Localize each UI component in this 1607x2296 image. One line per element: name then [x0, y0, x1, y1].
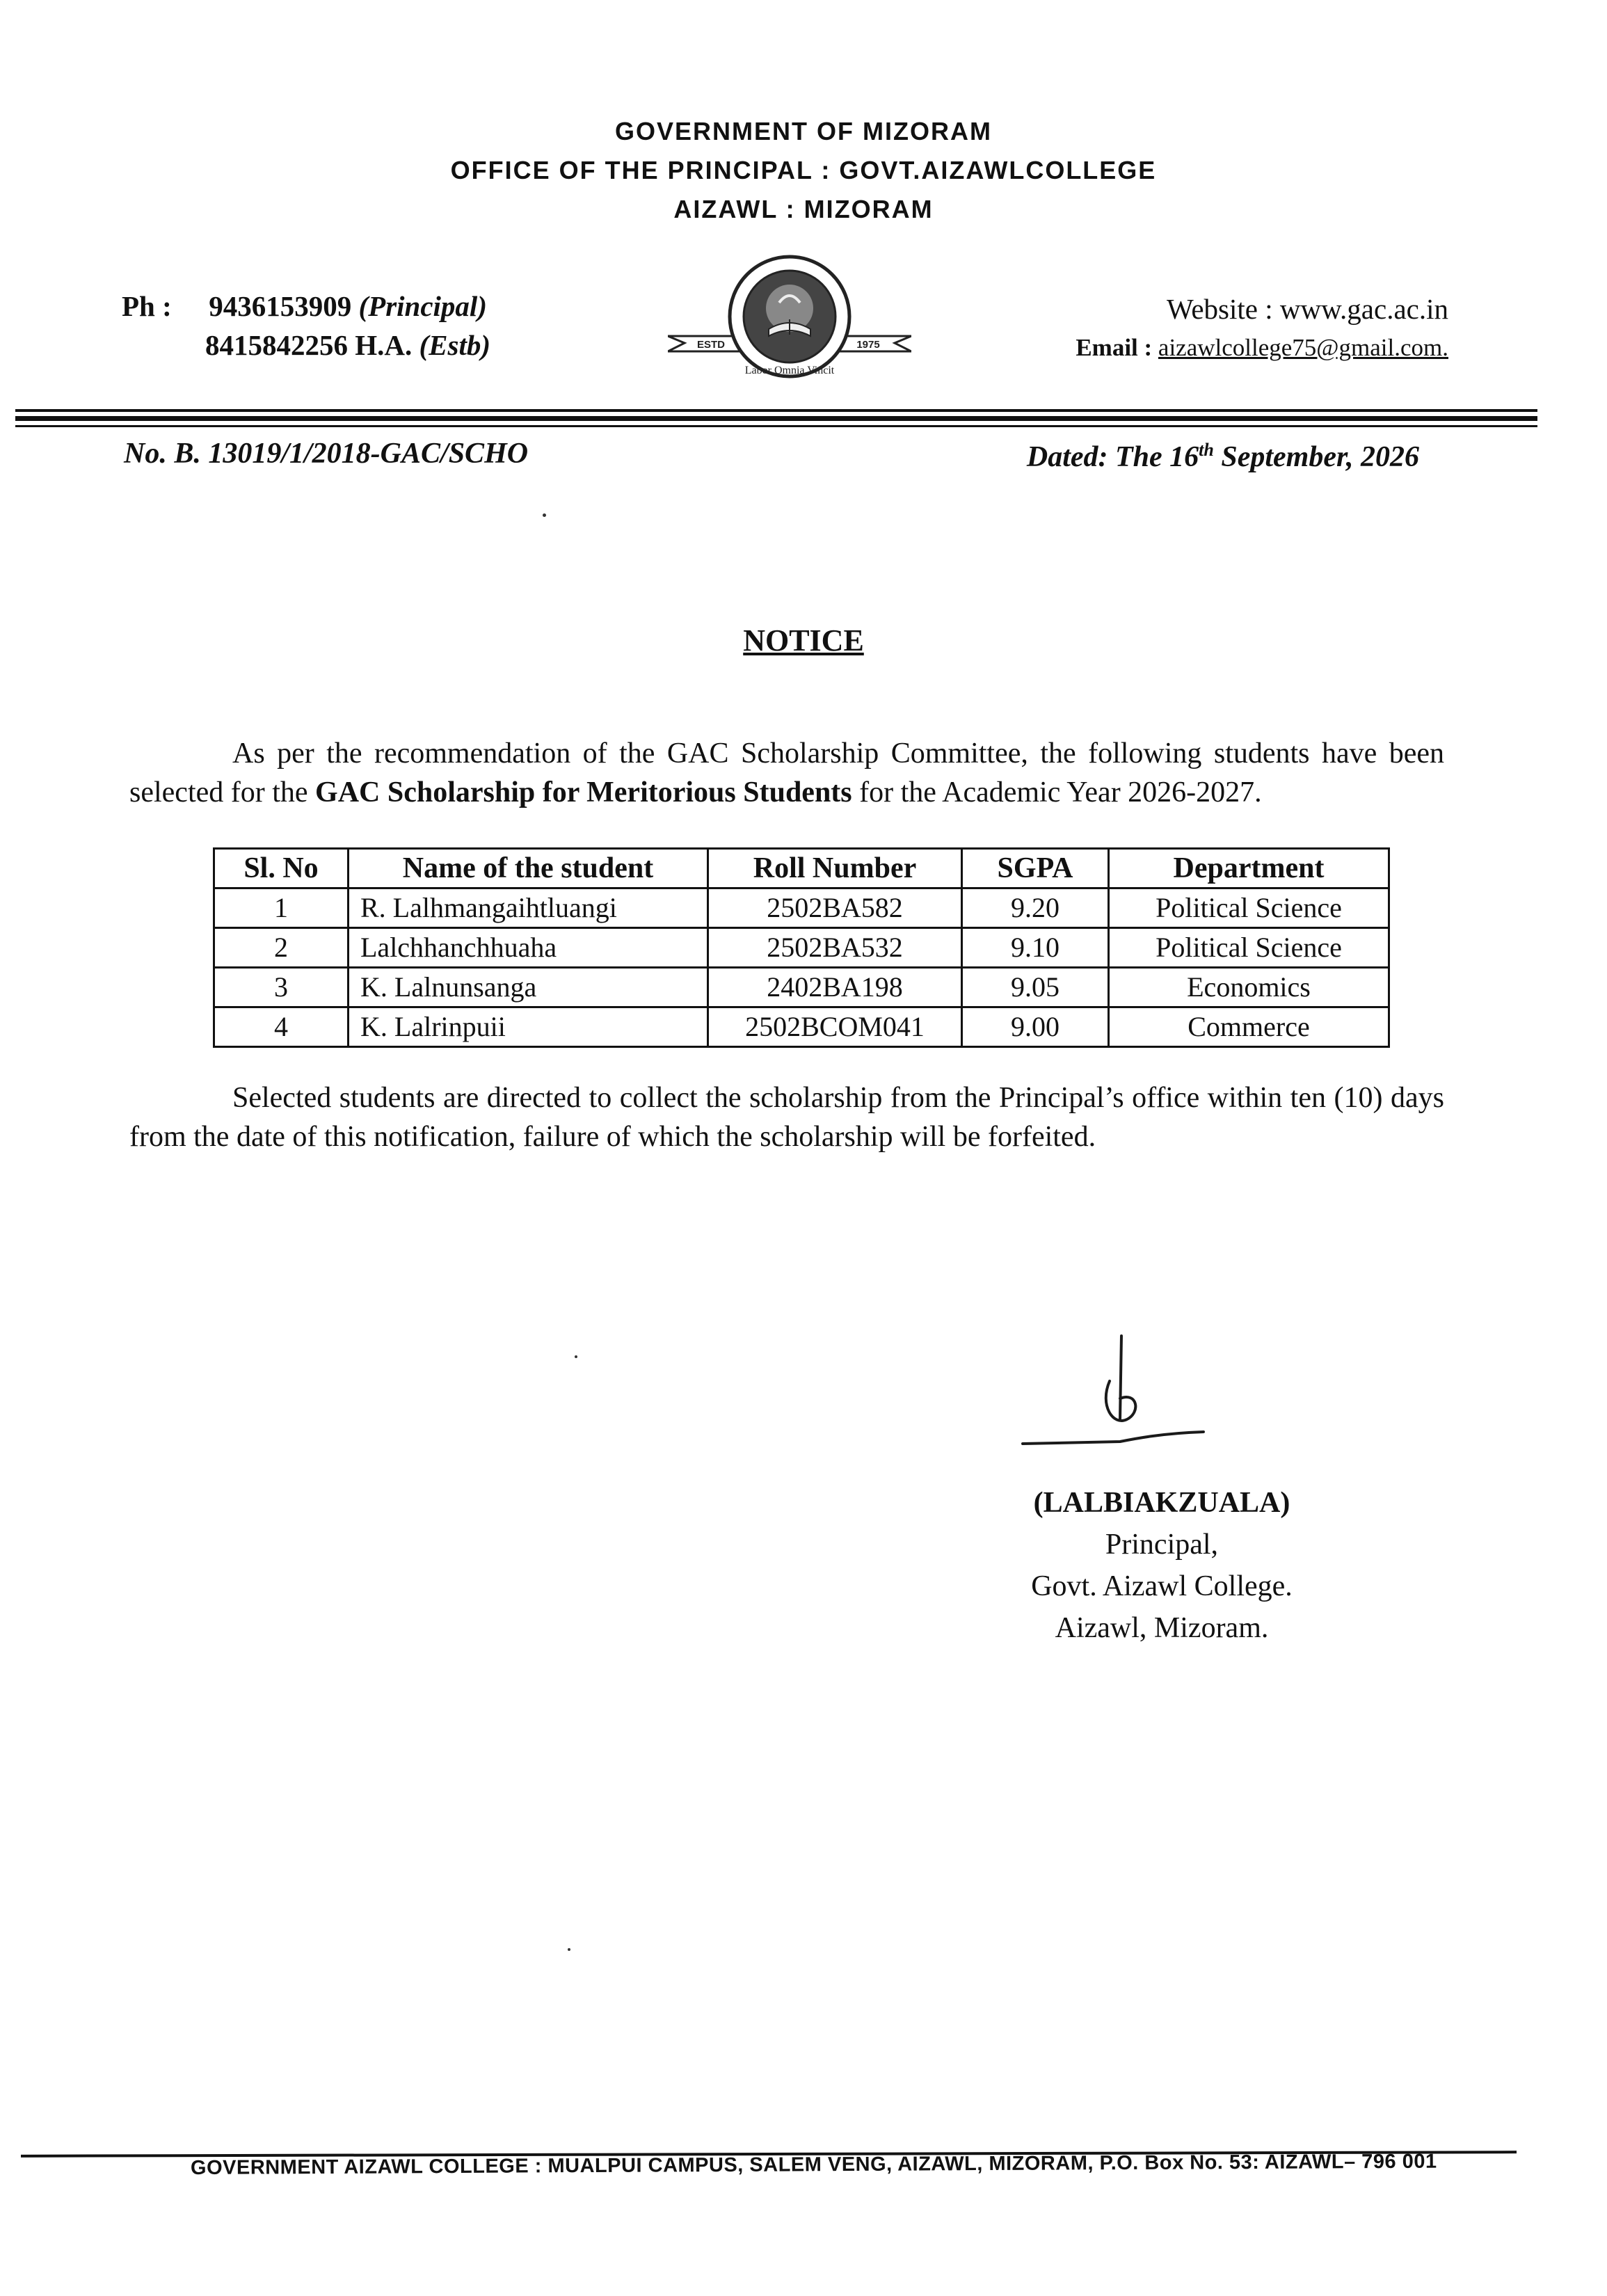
cell-slno: 3: [214, 968, 349, 1007]
signatory-name: (LALBIAKZUALA): [1033, 1487, 1290, 1519]
notice-paragraph-instructions: Selected students are directed to collect the scholarship from the Principal’s office within ten (10) days from the date of this notification, failure of which the scholarship will be forfeited.: [129, 1082, 1444, 1153]
cell-department: Political Science: [1109, 888, 1389, 928]
phone-principal-role: (Principal): [358, 290, 487, 322]
cell-name: R. Lalhmangaihtluangi: [349, 888, 708, 928]
phone-label: Ph :: [122, 290, 172, 322]
reference-number: No. B. 13019/1/2018-GAC/SCHO: [124, 438, 529, 470]
table-header-row: [214, 849, 1389, 888]
table-row: [214, 928, 1389, 968]
scan-speck: [568, 1948, 570, 1951]
header-location: AIZAWL : MIZORAM: [673, 195, 934, 223]
para1-start: As per the recommendation of the GAC Scholarship Committee, the following students have been selected for the: [129, 738, 1444, 808]
header-divider-bottom: [15, 425, 1537, 427]
col-header-name: Name of the student: [349, 849, 708, 888]
email-address[interactable]: aizawlcollege75@gmail.com.: [1158, 334, 1448, 361]
date-ordinal: th: [1199, 440, 1214, 460]
header-divider-middle: [15, 416, 1537, 421]
cell-sgpa: 9.05: [962, 968, 1109, 1007]
website-url[interactable]: www.gac.ac.in: [1279, 293, 1448, 325]
cell-sgpa: 9.20: [962, 888, 1109, 928]
cell-department: Commerce: [1109, 1007, 1389, 1047]
cell-sgpa: 9.10: [962, 928, 1109, 968]
cell-slno: 4: [214, 1007, 349, 1047]
notice-title: NOTICE: [743, 623, 864, 657]
cell-department: Political Science: [1109, 928, 1389, 968]
cell-name: Lalchhanchhuaha: [349, 928, 708, 968]
scan-speck: [575, 1355, 577, 1358]
phone-contacts: [122, 287, 490, 365]
web-contacts: [1076, 289, 1448, 367]
header-office: OFFICE OF THE PRINCIPAL : GOVT.AIZAWLCOLLEGE: [450, 156, 1157, 184]
date-suffix: September, 2026: [1213, 441, 1419, 473]
scholarship-name: GAC Scholarship for Meritorious Students: [315, 776, 852, 808]
phone-establishment: 8415842256 H.A.: [205, 329, 413, 361]
footer-address: GOVERNMENT AIZAWL COLLEGE : MUALPUI CAMPUS, SALEM VENG, AIZAWL, MIZORAM, P.O. Box No. 53: AIZAWL– 796 001: [190, 2150, 1437, 2179]
date-prefix: Dated: The 16: [1026, 441, 1199, 473]
para1-end: for the Academic Year 2026-2027.: [852, 776, 1262, 808]
header-government: GOVERNMENT OF MIZORAM: [615, 117, 992, 145]
table-row: [214, 1007, 1389, 1047]
signatory-place: Aizawl, Mizoram.: [1055, 1612, 1269, 1644]
col-header-roll: Roll Number: [708, 849, 962, 888]
seal-estd-year: 1975: [856, 339, 880, 351]
signatory-designation: Principal,: [1105, 1529, 1219, 1561]
cell-sgpa: 9.00: [962, 1007, 1109, 1047]
cell-slno: 1: [214, 888, 349, 928]
cell-roll: 2502BA582: [708, 888, 962, 928]
email-label: Email :: [1076, 334, 1153, 361]
col-header-slno: Sl. No: [214, 849, 349, 888]
signatory-block: [974, 1482, 1350, 1649]
col-header-department: Department: [1109, 849, 1389, 888]
cell-roll: 2402BA198: [708, 968, 962, 1007]
scan-speck: [543, 513, 546, 517]
cell-name: K. Lalrinpuii: [349, 1007, 708, 1047]
seal-motto: Labor Omnia Vincit: [744, 365, 835, 376]
header-divider-top: [15, 409, 1537, 412]
cell-roll: 2502BCOM041: [708, 1007, 962, 1047]
col-header-sgpa: SGPA: [962, 849, 1109, 888]
college-seal: [668, 247, 911, 393]
table-row: [214, 888, 1389, 928]
cell-slno: 2: [214, 928, 349, 968]
selected-students-table: [213, 847, 1390, 1048]
phone-establishment-role: (Estb): [419, 329, 490, 361]
table-row: [214, 968, 1389, 1007]
principal-signature: [1016, 1322, 1210, 1461]
signatory-organization: Govt. Aizawl College.: [1031, 1570, 1293, 1602]
notice-date: [1027, 440, 1419, 474]
notice-paragraph-intro: [129, 734, 1444, 812]
website-label: Website :: [1166, 293, 1273, 325]
seal-estd-label: ESTD: [696, 339, 726, 351]
phone-principal: 9436153909: [209, 290, 352, 322]
cell-department: Economics: [1109, 968, 1389, 1007]
cell-name: K. Lalnunsanga: [349, 968, 708, 1007]
cell-roll: 2502BA532: [708, 928, 962, 968]
